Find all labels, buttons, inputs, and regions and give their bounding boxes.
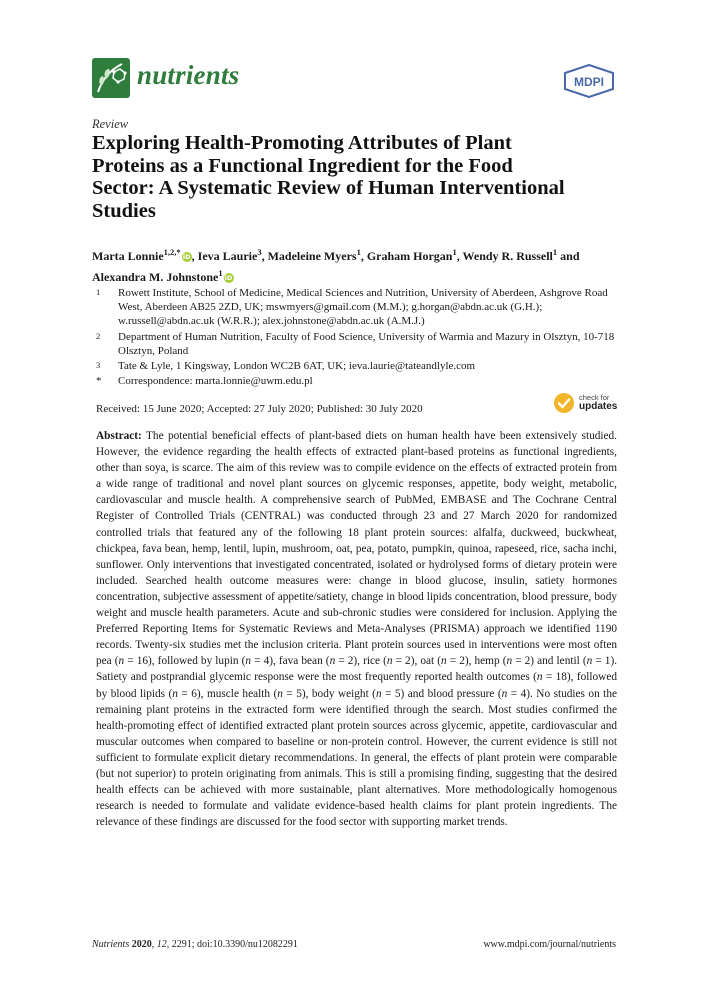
- affiliation-number: 2: [96, 330, 101, 341]
- abstract: [96, 428, 617, 830]
- abstract-text: The potential beneficial effects of plant-based diets on human health have been extensively studied. However, the evidence regarding the health effects of extracted plant-based proteins as functional ingredients, other than soya, is scarce. The aim of this review was to compile evidence on the effects of extracted protein from a wide range of traditional and novel plant sources on glycemic responses, appetite, body weight, metabolic, cardiovascular and muscle health. A comprehensive search of PubMed, EMBASE and The Cochrane Central Register of Controlled Trials (CENTRAL) was conducted through 23 and 27 March 2020 for randomized controlled trials that featured any of the following 18 plant protein sources: alfalfa, duckweed, buckwheat, chickpea, fava bean, hemp, lentil, lupin, mushroom, oat, pea, potato, pumpkin, quinoa, rapeseed, rice, sacha inchi, sunflower. Only interventions that investigated concentrated, isolated or hydrolysed forms of dietary protein were included. Searched health outcome measures were: change in blood glucose, insulin, satiety hormones concentration, subjective assessment of appetite/satiety, change in blood lipids concentration, blood pressure, body weight and muscle health parameters. Acute and sub-chronic studies were considered for inclusion. Applying the Preferred Reporting Items for Systematic Reviews and Meta-Analyses (PRISMA) approach we identified 1190 records. Twenty-six studies met the inclusion criteria. Plant protein sources used in interventions were most often pea (: [96, 430, 617, 668]
- abstract-text: n: [245, 655, 252, 668]
- affiliation-number: 1: [96, 287, 101, 297]
- author-separator: ,: [261, 249, 268, 263]
- author-list: [92, 244, 622, 286]
- author-affiliation-marker: 1: [452, 247, 457, 257]
- journal-url[interactable]: www.mdpi.com/journal/nutrients: [483, 939, 616, 950]
- citation: Nutrients 2020, 12, 2291; doi:10.3390/nu12082291: [92, 939, 298, 950]
- mdpi-hexagon-icon: [563, 64, 615, 98]
- author-separator: ,: [360, 249, 367, 263]
- abstract-text: n: [118, 655, 125, 668]
- abstract-text: n: [536, 671, 543, 684]
- abstract-text: = 6), muscle health (: [177, 687, 278, 700]
- abstract-text: = 2) and lentil (: [512, 655, 587, 668]
- footer-journal: Nutrients: [92, 939, 130, 950]
- affiliation-text: Department of Human Nutrition, Faculty of Food Science, University of Warmia and Mazury in Olsztyn, 10-718 Olsztyn, Poland: [118, 330, 615, 357]
- check-updates-line2: updates: [579, 401, 618, 412]
- abstract-text: = 16), followed by lupin (: [124, 655, 246, 668]
- check-for-updates-badge[interactable]: [554, 392, 618, 416]
- footer-volume: 12: [156, 939, 167, 950]
- author-separator: ,: [191, 249, 198, 263]
- journal-name: nutrients: [137, 60, 240, 90]
- author-affiliation-marker: 1: [552, 247, 558, 257]
- abstract-text: = 4), fava bean (: [251, 655, 330, 668]
- footer-year: 2020: [131, 939, 152, 950]
- leaf-molecule-icon: [92, 58, 130, 98]
- mdpi-logo: [563, 64, 615, 98]
- correspondence: [96, 374, 616, 388]
- orcid-icon[interactable]: iD: [182, 253, 191, 261]
- abstract-text: = 2), hemp (: [446, 655, 507, 668]
- author-name[interactable]: Wendy R. Russell: [462, 249, 553, 263]
- publication-dates: Received: 15 June 2020; Accepted: 27 July 2020; Published: 30 July 2020: [96, 403, 423, 415]
- affiliation-text: Rowett Institute, School of Medicine, Medical Sciences and Nutrition, University of Aberdeen, Ashgrove Road West, Aberdeen AB25 2ZD, UK; mswmyers@gmail.com (M.M.); g.horgan@abdn.ac.uk (G.H.); w.russell@abdn.ac.uk (W.R.R.); alex.johnstone@abdn.ac.uk (A.M.J.): [118, 287, 608, 328]
- mdpi-logo-text: MDPI: [574, 75, 604, 89]
- abstract-text: = 2), oat (: [392, 655, 442, 668]
- affiliation-1: [96, 286, 616, 329]
- author-affiliation-marker: 1: [218, 268, 223, 278]
- article-title: Exploring Health-Promoting Attributes of Plant Proteins as a Functional Ingredient for the Food Sector: A Systematic Review of Human Interventional Studies: [92, 132, 565, 222]
- author-separator: ,: [456, 249, 463, 263]
- abstract-text: = 1). Satiety and postprandial glycemic response were the most frequently reported health outcomes (: [96, 655, 618, 684]
- orcid-icon[interactable]: iD: [224, 274, 233, 282]
- affiliation-text: Tate & Lyle, 1 Kingsway, London WC2B 6AT, UK; ieva.laurie@tateandlyle.com: [118, 360, 476, 373]
- author-name[interactable]: Madeleine Myers: [267, 249, 357, 263]
- abstract-text: = 4). No studies on the remaining plant proteins in the extracted form were identified through the search. Most studies confirmed the health-promoting effect of identified extracted plant protein sources across glycemic, appetite, cardiovascular and muscular outcomes when compared to baseline or non-protein control. However, the current evidence is still not sufficient to formulate explicit dietary recommendations. In general, the effects of plant protein were comparable (but not superior) to protein originating from animals. This is still a promising finding, suggesting that the desired health effects can be achieved with more sustainable, plant alternatives. More methodologically homogenous research is needed to formulate and validate evidence-based health claims for plant protein ingredients. The relevance of these findings are discussed for the food sector with supporting market trends.: [96, 687, 617, 829]
- check-updates-icon: [554, 393, 574, 413]
- abstract-text: = 18), followed by blood lipids (: [96, 671, 617, 700]
- abstract-text: = 2), rice (: [335, 655, 387, 668]
- abstract-text: n: [277, 687, 283, 700]
- author-name[interactable]: Alexandra M. Johnstone: [92, 270, 219, 284]
- abstract-text: n: [386, 655, 393, 668]
- author-name[interactable]: Ieva Laurie: [197, 249, 258, 263]
- abstract-text: n: [506, 655, 513, 668]
- footer-doi: , 2291; doi:10.3390/nu12082291: [166, 939, 298, 950]
- abstract-text: n: [375, 687, 382, 700]
- author-separator: and: [557, 249, 580, 263]
- correspondence-marker: *: [96, 375, 102, 388]
- check-updates-line1: check for: [579, 393, 610, 402]
- abstract-label: Abstract:: [96, 430, 142, 442]
- abstract-text: = 5), body weight (: [282, 687, 376, 700]
- affiliation-number: 3: [96, 360, 101, 371]
- abstract-text: n: [586, 655, 593, 668]
- article-type: Review: [92, 117, 129, 131]
- abstract-text: = 5) and blood pressure (: [381, 687, 502, 700]
- affiliation-2: [96, 330, 616, 358]
- author-name[interactable]: Marta Lonnie: [92, 249, 164, 263]
- author-affiliation-marker: 3: [257, 247, 262, 257]
- abstract-text: n: [501, 687, 508, 700]
- correspondence-text: Correspondence: marta.lonnie@uwm.edu.pl: [118, 375, 313, 388]
- affiliation-3: [96, 359, 616, 373]
- abstract-text: n: [441, 655, 447, 668]
- affiliations: [96, 286, 616, 389]
- journal-logo: [92, 58, 130, 98]
- author-affiliation-marker: 1,2,*: [163, 247, 181, 257]
- author-affiliation-marker: 1: [356, 247, 361, 257]
- abstract-text: n: [172, 687, 178, 700]
- author-name[interactable]: Graham Horgan: [366, 249, 453, 263]
- abstract-text: n: [329, 655, 336, 668]
